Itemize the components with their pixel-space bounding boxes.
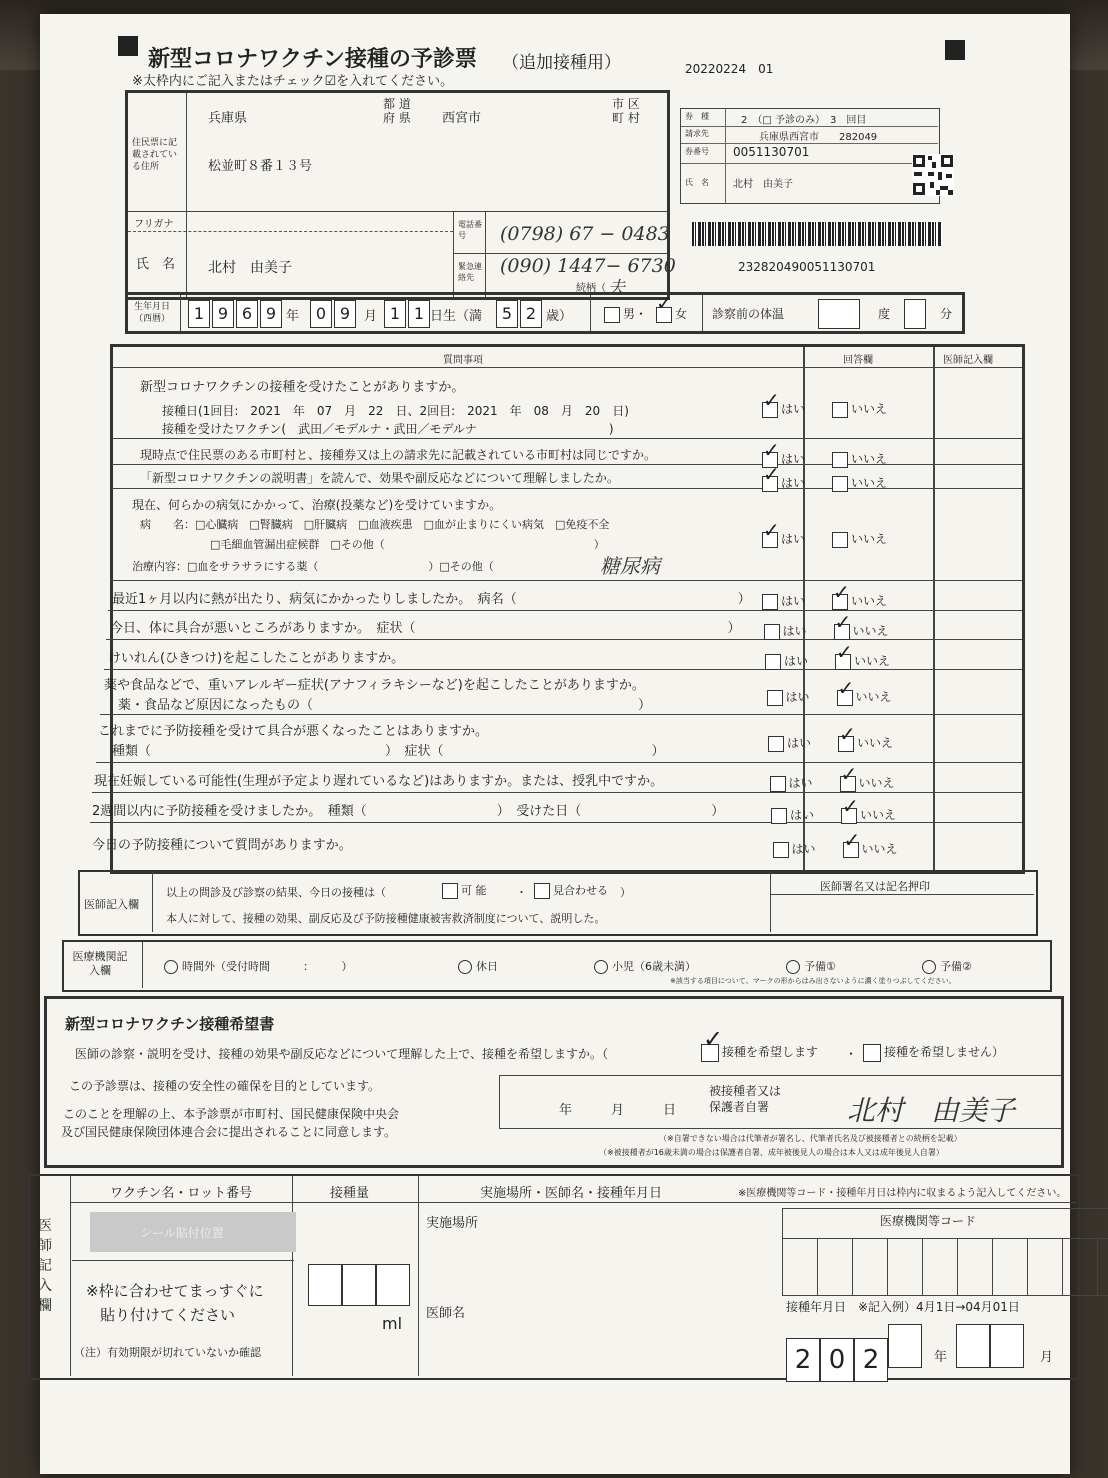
no-label: いいえ (851, 476, 888, 490)
no-label: いいえ (851, 452, 888, 466)
question-text: 現在妊娠している可能性(生理が予定より遅れているなど)はありますか。または、授乳中ですか。 (94, 774, 664, 789)
age-digit: 5 (496, 300, 518, 328)
no-option[interactable] (832, 474, 887, 492)
age[interactable] (496, 300, 544, 328)
code-digit-cell[interactable] (992, 1238, 1028, 1295)
child-label: 小児（6歳未満） (612, 960, 696, 973)
month-digit (990, 1324, 1024, 1368)
emergency-label: 緊急連絡先 (458, 262, 482, 282)
no-label: いいえ (851, 402, 888, 416)
expiry-note: （注）有効期限が切れていないか確認 (74, 1346, 261, 1359)
form-subtitle: （追加接種用） (502, 53, 621, 73)
prefecture[interactable]: 兵庫県 (208, 111, 248, 126)
year-label: 年 (286, 309, 300, 324)
checkbox (767, 690, 783, 706)
question-text: これまでに予防接種を受けて具合が悪くなったことはありますか。 (98, 724, 489, 739)
place-label: 実施場所 (426, 1216, 479, 1231)
year-digit (888, 1324, 922, 1368)
registration-mark (118, 36, 138, 56)
signer-label: 被接種者又は 保護者自署 (709, 1084, 782, 1114)
birth-label: 生年月日（西暦） (134, 302, 171, 324)
birth-year[interactable] (188, 300, 284, 328)
yes-option[interactable] (773, 840, 816, 858)
birth-year-digit: 1 (188, 300, 210, 328)
yes-label: はい (781, 452, 806, 466)
year-digit: 2 (786, 1338, 820, 1382)
yes-option[interactable] (762, 592, 805, 610)
consent-question: 医師の診察・説明を受け、接種の効果や副反応などについて理解した上で、接種を希望しますか。（ (75, 1047, 609, 1061)
doctor-line1: 以上の問診及び診察の結果、今日の接種は（ (166, 886, 386, 899)
institution-code-label: 医療機関等コード (880, 1214, 977, 1228)
option-after-hours[interactable] (164, 958, 353, 974)
ticket-label: 氏 名 (685, 178, 709, 187)
code-digit-cell[interactable] (782, 1238, 817, 1295)
reserve-2-label: 予備② (940, 960, 972, 973)
vaccination-form (40, 14, 1070, 1474)
dose-digit-box[interactable] (308, 1264, 342, 1306)
no-option[interactable] (832, 400, 887, 418)
birth-day[interactable] (384, 300, 432, 328)
ml-unit: ml (382, 1314, 403, 1333)
question-text: 現時点で住民票のある市町村と、接種券又は上の請求先に記載されている市町村は同じですか。 (140, 448, 657, 462)
question-subtext: 接種を受けたワクチン( 武田／モデルナ・武田／モデルナ ) (162, 422, 614, 436)
qr-code-icon (912, 154, 954, 196)
temperature-decimal-box[interactable] (904, 299, 926, 329)
checkmark-icon: ✓ (836, 640, 853, 664)
option-child[interactable] (594, 958, 696, 974)
consent-title: 新型コロナワクチン接種希望書 (65, 1015, 275, 1033)
checkbox (768, 736, 784, 752)
city-suffix: 市 区 町 村 (612, 97, 640, 125)
day-label: 日生（満 (430, 309, 483, 324)
checkbox (765, 654, 781, 670)
yes-label: はい (788, 776, 813, 790)
record-side-label: 医師記入欄 (38, 1218, 52, 1314)
signature-date[interactable]: 年 月 日 (559, 1103, 677, 1118)
ticket-label: 請求先 (685, 129, 709, 138)
possible-label: 可 能 (461, 884, 487, 897)
question-subtext: 治療内容：□血をサラサラにする薬（ ）□その他（ (132, 560, 494, 573)
vaccination-month[interactable] (956, 1324, 1024, 1372)
checkmark-icon: ✓ (763, 518, 780, 542)
temperature-integer-box[interactable] (818, 299, 860, 329)
postpone-label: 見合わせる (553, 884, 608, 897)
separator-dot: ・ (516, 886, 527, 899)
birth-year-digit: 9 (212, 300, 234, 328)
medical-label: 医療機関記入欄 (72, 950, 128, 977)
registration-mark (945, 40, 965, 60)
option-no-wish[interactable] (863, 1043, 1004, 1062)
medical-note: ※該当する項目について、マークの形からはみ出さないように濃く塗りつぶしてください。 (670, 977, 956, 985)
emergency-value[interactable]: (090) 1447− 6730 (500, 255, 676, 277)
no-option[interactable] (832, 450, 887, 468)
date-label: 接種年月日 ※記入例）4月1日→04月01日 (786, 1300, 1020, 1314)
birth-month-digit: 9 (334, 300, 356, 328)
question-subtext: 薬・食品など原因になったもの（ ） (118, 698, 652, 713)
checkbox (832, 452, 848, 468)
yes-label: はい (785, 690, 810, 704)
month-label: 月 (364, 309, 378, 324)
checkmark-icon: ✓ (656, 291, 673, 315)
dose-header: 接種量 (330, 1186, 370, 1201)
checkmark-icon: ✓ (834, 610, 852, 634)
question-subtext: □毛細血管漏出症候群 □その他（ ） (210, 538, 605, 551)
question-text: 今日の予防接種について質問がありますか。 (92, 838, 352, 853)
year-digit: 0 (820, 1338, 854, 1382)
ticket-label: 券番号 (685, 147, 709, 156)
code-digit-cell[interactable] (817, 1238, 853, 1295)
option-possible[interactable] (442, 882, 487, 899)
yes-label: はい (781, 402, 806, 416)
yes-label: はい (781, 532, 806, 546)
ticket-label: 券 種 (685, 112, 709, 121)
reserve-1-label: 予備① (804, 960, 836, 973)
yes-label: はい (784, 654, 809, 668)
pref-suffix: 都 道 府 県 (383, 97, 411, 125)
checkbox (832, 532, 848, 548)
name-value[interactable]: 北村 由美子 (208, 260, 292, 276)
sticker-instruction-2: 貼り付けてください (100, 1306, 236, 1324)
question-text: 最近1ヶ月以内に熱が出たり、病気にかかったりしましたか。 病名（ ） (112, 592, 751, 607)
question-text: 2週間以内に予防接種を受けましたか。 種類（ ） 受けた日（ ） (92, 804, 725, 819)
yes-label: はい (782, 624, 807, 638)
birth-year-digit: 6 (236, 300, 258, 328)
checkbox (771, 808, 787, 824)
no-label: いいえ (854, 654, 891, 668)
no-label: いいえ (860, 808, 897, 822)
question-text: 「新型コロナワクチンの説明書」を読んで、効果や副反応などについて理解しましたか。 (140, 471, 619, 485)
yes-label: はい (781, 594, 806, 608)
yes-option[interactable] (768, 734, 811, 752)
question-text: 新型コロナワクチンの接種を受けたことがありますか。 (140, 380, 465, 395)
doctor-section-label: 医師記入欄 (84, 898, 139, 911)
city[interactable]: 西宮市 (442, 111, 482, 126)
no-wish-label: 接種を希望しません） (884, 1045, 1005, 1059)
ticket-value: 2 （□ 予診のみ） 3 回目 (741, 115, 867, 126)
yes-option[interactable] (765, 652, 808, 670)
yes-label: はい (790, 808, 815, 822)
no-label: いいえ (851, 532, 888, 546)
record-note: ※医療機関等コード・接種年月日は枠内に収まるよう記入してください。 (738, 1188, 1067, 1199)
checkmark-icon: ✓ (763, 438, 780, 462)
after-hours-label: 時間外（受付時間 ： ） (182, 960, 353, 973)
yes-option[interactable] (764, 622, 807, 640)
checkbox (832, 476, 848, 492)
checkmark-icon: ✓ (763, 388, 780, 412)
barcode-number: 232820490051130701 (738, 260, 876, 274)
dose-digit-box[interactable] (376, 1264, 410, 1306)
code-digit-cell[interactable] (852, 1238, 888, 1295)
question-subtext: 接種日(1回目: 2021 年 07 月 22 日、2回目: 2021 年 08 月 20 日) (162, 404, 629, 418)
yes-label: はい (781, 476, 806, 490)
sticker-instruction-1: ※枠に合わせてまっすぐに (86, 1282, 264, 1300)
close-paren: ） (620, 886, 631, 899)
ticket-value: 兵庫県西宮市 282049 (759, 132, 878, 143)
address-block (125, 90, 676, 300)
birth-year-digit: 9 (260, 300, 282, 328)
minute-label: 分 (940, 307, 953, 321)
age-digit: 2 (520, 300, 542, 328)
option-reserve-1[interactable] (786, 958, 836, 974)
code-digit-cell[interactable] (957, 1238, 993, 1295)
option-holiday[interactable] (458, 958, 498, 974)
question-text: 薬や食品などで、重いアレルギー症状(アナフィラキシーなど)を起こしたことがありますか。 (104, 678, 645, 693)
furigana-label: フリガナ (134, 219, 174, 230)
doc-code: 20220224 01 (685, 62, 774, 76)
checkmark-icon: ✓ (840, 762, 858, 786)
no-label: いいえ (855, 690, 892, 704)
vaccine-header: ワクチン名・ロット番号 (110, 1186, 253, 1201)
place-field[interactable] (426, 1236, 756, 1266)
checkmark-icon: ✓ (703, 1025, 724, 1053)
yes-option[interactable] (767, 688, 810, 706)
month-label: 月 (1040, 1350, 1054, 1365)
handwritten-signature[interactable]: 北村 由美子 (847, 1094, 1016, 1127)
doctor-signature-label: 医師署名又は記名押印 (820, 880, 930, 893)
female-label: 女 (675, 307, 688, 321)
checkbox (764, 624, 780, 640)
code-digit-cell[interactable] (922, 1238, 958, 1295)
code-digit-cell[interactable] (1062, 1238, 1098, 1295)
ticket-number: 0051130701 (733, 145, 810, 159)
checkbox (770, 776, 786, 792)
male-label: 男・ (623, 307, 648, 321)
checkmark-icon: ✓ (763, 462, 780, 486)
birth-day-digit: 1 (408, 300, 430, 328)
checkbox (832, 402, 848, 418)
yes-label: はい (787, 736, 812, 750)
age-label: 歳） (546, 309, 573, 324)
consent-purpose: この予診票は、接種の安全性の確保を目的としています。 (69, 1079, 381, 1093)
checkmark-icon: ✓ (839, 722, 856, 746)
code-digit-cell[interactable] (1097, 1238, 1108, 1295)
doctor-section (78, 870, 1038, 936)
yes-option[interactable] (771, 806, 814, 824)
temperature-label: 診察前の体温 (712, 307, 785, 321)
barcode-icon (692, 222, 942, 246)
doctor-notes-header: 医師記入欄 (943, 355, 993, 366)
separator-dot: ・ (845, 1047, 858, 1061)
no-label: いいえ (851, 594, 888, 608)
form-title: 新型コロナワクチン接種の予診票 (148, 47, 477, 72)
doctor-name-label: 医師名 (426, 1306, 466, 1321)
street-address[interactable]: 松並町８番１３号 (208, 159, 313, 174)
consent-agree-1: このことを理解の上、本予診票が市町村、国民健康保険中央会 (63, 1107, 400, 1121)
doctor-name-field[interactable] (426, 1324, 756, 1354)
medical-institution-section (62, 940, 1052, 992)
code-digit-cell[interactable] (887, 1238, 923, 1295)
name-label: 氏 名 (136, 257, 176, 272)
code-digit-cell[interactable] (1027, 1238, 1063, 1295)
doctor-signature-field[interactable] (772, 896, 1034, 930)
month-digit (956, 1324, 990, 1368)
question-subtext: 病 名：□心臓病 □腎臓病 □肝臓病 □血液疾患 □血が止まりにくい病気 □免疫不全 (140, 518, 610, 531)
questions-header: 質問事項 (443, 355, 483, 366)
handwritten-treatment[interactable]: 糖尿病 (600, 554, 660, 578)
consent-note-2: （※被接種者が16歳未満の場合は保護者自署、成年被後見人の場合は本人又は成年後見人自署） (599, 1148, 944, 1157)
question-text: 現在、何らかの病気にかかって、治療(投薬など)を受けていますか。 (132, 498, 502, 512)
address-label: 住民票に記載されている住所 (132, 138, 178, 172)
no-label: いいえ (857, 736, 894, 750)
holiday-label: 休日 (476, 960, 498, 973)
checkmark-icon: ✓ (842, 794, 859, 818)
sex-male[interactable] (604, 305, 647, 323)
checkmark-icon: ✓ (837, 676, 855, 700)
option-postpone[interactable] (534, 882, 608, 899)
wish-label: 接種を希望します (722, 1045, 819, 1059)
no-label: いいえ (858, 776, 895, 790)
answers-header: 回答欄 (843, 355, 873, 366)
sticker-label: シール貼付位置 (140, 1226, 224, 1240)
question-text: けいれん(ひきつけ)を起こしたことがありますか。 (108, 651, 405, 666)
relation-value[interactable]: 夫 (608, 278, 625, 298)
question-subtext: 種類（ ） 症状（ ） (112, 744, 665, 759)
year-digit: 2 (854, 1338, 888, 1382)
no-label: いいえ (861, 842, 898, 856)
ticket-name: 北村 由美子 (733, 179, 793, 190)
dose-digit-box[interactable] (342, 1264, 376, 1306)
doctor-line2: 本人に対して、接種の効果、副反応及び予防接種健康被害救済制度について、説明した。 (166, 912, 606, 925)
birth-row (125, 292, 965, 334)
place-header: 実施場所・医師名・接種年月日 (480, 1186, 663, 1201)
instruction: ※太枠内にご記入またはチェック☑を入れてください。 (132, 74, 454, 89)
checkbox (762, 594, 778, 610)
checkmark-icon: ✓ (833, 580, 850, 604)
birth-day-digit: 1 (384, 300, 406, 328)
phone-value[interactable]: (0798) 67 − 0483 (500, 223, 670, 245)
question-text: 今日、体に具合が悪いところがありますか。 症状（ ） (110, 621, 741, 636)
relation-label: 続柄（ (576, 283, 606, 294)
checkbox (773, 842, 789, 858)
consent-section (44, 996, 1064, 1168)
ticket-block (680, 108, 940, 204)
birth-month-digit: 0 (310, 300, 332, 328)
checkmark-icon: ✓ (843, 828, 861, 852)
consent-note-1: （※自署できない場合は代筆者が署名し、代筆者氏名及び被接種者との続柄を記載） (659, 1134, 962, 1143)
consent-agree-2: 及び国民健康保険団体連合会に提出されることに同意します。 (61, 1125, 397, 1139)
degree-label: 度 (878, 307, 891, 321)
yes-label: はい (791, 842, 816, 856)
phone-label: 電話番号 (458, 220, 482, 240)
option-reserve-2[interactable] (922, 958, 972, 974)
birth-month[interactable] (310, 300, 358, 328)
no-option[interactable] (832, 530, 887, 548)
vaccination-year[interactable] (786, 1324, 922, 1382)
no-label: いいえ (852, 624, 889, 638)
yes-option[interactable] (770, 774, 813, 792)
year-label: 年 (934, 1350, 948, 1365)
vaccination-record-section (28, 1174, 1080, 1380)
